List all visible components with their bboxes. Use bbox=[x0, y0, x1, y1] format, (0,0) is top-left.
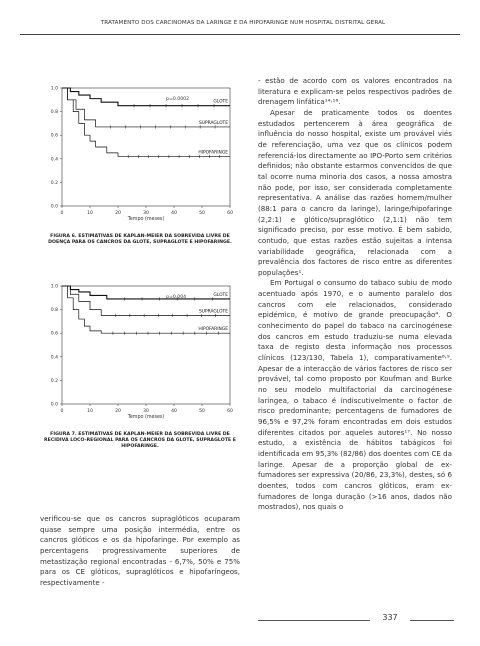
y-tick-label: 0.6 bbox=[50, 331, 58, 337]
figure-7 bbox=[40, 278, 240, 450]
p-value-annotation: p=0.0002 bbox=[166, 97, 190, 102]
x-tick-label: 50 bbox=[199, 211, 205, 216]
right-paragraph-3: Em Portugal o consumo do tabaco subiu de modo acentuado após 1970, e o aumento paralelo dos cancros com ele relacionados, considerado epidémico, é motivo de grande preocupação⁴. O conhecimento do papel do tabaco na carcinogénese dos cancros em estudo traduziu-se numa elevada taxa de registo desta informação nos processos clínicos (123/130, Tabela 1), comparativamente⁸˒⁹. Apesar de a interacção de vários factores de risco ser provável, tal como proposto por Koufman and Burke no seu modelo multifactorial da carcinogénese laríngea, o tabaco é indiscutivelmente o factor de risco predominante; percentagens de fumadores de 96,5% e 97,2% foram encontradas em dois estudos diferentes citados por aqueles autores¹⁷. No nosso estudo, a existência de hábitos tabágicos foi identificada em 95,3% (82/86) dos doentes com CE da laringe. Apesar de a proporção global de ex-fumadores ser expressiva (20/86, 23,3%), destes, só 6 doentes, todos com cancros glóticos, eram ex-fumadores de longa duração (>16 anos, dados não mostrados), nos quais o bbox=[258, 278, 452, 512]
kaplan-meier-chart-7 bbox=[40, 278, 240, 430]
y-tick-label: 0.4 bbox=[50, 157, 58, 163]
y-tick-label: 0.0 bbox=[50, 204, 58, 210]
figure-7-caption: FIGURA 7. ESTIMATIVAS DE KAPLAN-MEIER DA SOBREVIDA LIVRE DE RECIDIVA LOCO-REGIONAL PARA OS CANCROS DA GLOTE, SUPRAGLOTE E HIPOFARINGE. bbox=[44, 432, 236, 449]
x-tick-label: 60 bbox=[227, 211, 233, 216]
kaplan-meier-chart-6 bbox=[40, 80, 240, 232]
x-tick-label: 20 bbox=[115, 409, 121, 414]
y-tick-label: 0.2 bbox=[50, 378, 58, 384]
y-tick-label: 0.8 bbox=[50, 308, 58, 314]
x-tick-label: 30 bbox=[143, 409, 149, 414]
figure-6-caption: FIGURA 6. ESTIMATIVAS DE KAPLAN-MEIER DA SOBREVIDA LIVRE DE DOENÇA PARA OS CANCROS DA GLOTE, SUPRAGLOTE E HIPOFARINGE. bbox=[48, 234, 232, 245]
y-tick-label: 0.4 bbox=[50, 355, 58, 361]
right-paragraph-2: Apesar de praticamente todos os doentes estudados pertencerem à área geográfica de influência do nosso hospital, existe um provável viés de referenciação, uma vez que os clínicos podem referenciá-los directamente ao IPO-Porto sem critérios definidos; não obstante estarmos convencidos de que tal ocorre numa minoria dos casos, a nossa amostra não pode, por isso, ser considerada completamente representativa. A análise das razões homem/mulher (88:1 para o cancro da laringe), laringe/hipofaringe (2,2:1) e glótico/supraglótico (2,1:1) não tem significado preciso, por esse motivo. É bem sabido, contudo, que estas razões estão sujeitas a intensa variabilidade geográfica, relacionada com a prevalência dos factores de risco entre as diferentes populações¹. bbox=[258, 107, 452, 277]
left-paragraph: verificou-se que os cancros supraglóticos ocuparam quase sempre uma posição intermédia, entre os cancros glóticos e os da hipofaringe. Por exemplo as percentagens progressivamente superiores de metastização regional encontradas - 6,7%, 50% e 75% para os CE glóticos, supraglóticos e hipofaríngeos, respectivamente - bbox=[40, 514, 240, 587]
y-tick-label: 0.0 bbox=[50, 402, 58, 408]
x-tick-label: 30 bbox=[143, 211, 149, 216]
p-value-annotation: p=0.004 bbox=[166, 295, 187, 300]
left-column-text bbox=[40, 514, 240, 589]
running-header: TRATAMENTO DOS CARCINOMAS DA LARINGE E DA HIPOFARINGE NUM HOSPITAL DISTRITAL GERAL bbox=[100, 20, 386, 26]
plot-frame bbox=[62, 286, 230, 404]
footer-rule-right bbox=[410, 620, 454, 621]
x-tick-label: 0 bbox=[60, 409, 64, 414]
series-line-glote bbox=[62, 88, 230, 106]
header-rule bbox=[20, 34, 460, 35]
series-line-glote bbox=[62, 286, 230, 299]
x-tick-label: 60 bbox=[227, 409, 233, 414]
right-paragraph-1: - estão de acordo com os valores encontrados na literatura e explicam-se pelos respectivos padrões de drenagem linfática¹⁴˒¹⁶. bbox=[258, 76, 452, 107]
series-label-supraglote: SUPRAGLOTE bbox=[198, 120, 228, 126]
footer-rule-left bbox=[258, 620, 370, 621]
x-tick-label: 10 bbox=[87, 409, 93, 414]
x-tick-label: 0 bbox=[60, 211, 64, 216]
y-tick-label: 0.6 bbox=[50, 133, 58, 139]
x-tick-label: 40 bbox=[171, 211, 177, 216]
right-column-text bbox=[258, 76, 452, 513]
y-tick-label: 0.8 bbox=[50, 110, 58, 116]
series-label-hipofaringe: HIPOFARINGE bbox=[198, 327, 228, 333]
y-tick-label: 1.0 bbox=[50, 86, 58, 92]
series-label-hipofaringe: HIPOFARINGE bbox=[198, 150, 228, 156]
series-label-glote: GLOTE bbox=[213, 99, 228, 105]
x-axis-label: Tempo (meses) bbox=[127, 217, 165, 222]
x-tick-label: 50 bbox=[199, 409, 205, 414]
x-tick-label: 10 bbox=[87, 211, 93, 216]
x-tick-label: 40 bbox=[171, 409, 177, 414]
figure-6 bbox=[40, 80, 240, 246]
y-tick-label: 1.0 bbox=[50, 284, 58, 290]
series-label-glote: GLOTE bbox=[213, 292, 228, 298]
x-axis-label: Tempo (meses) bbox=[127, 415, 165, 420]
page-number: 337 bbox=[382, 613, 398, 622]
y-tick-label: 0.2 bbox=[50, 180, 58, 186]
series-label-supraglote: SUPRAGLOTE bbox=[198, 309, 228, 315]
x-tick-label: 20 bbox=[115, 211, 121, 216]
